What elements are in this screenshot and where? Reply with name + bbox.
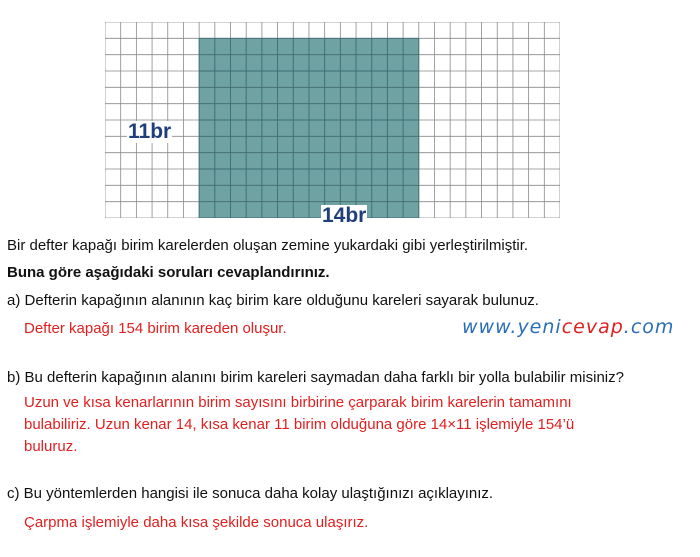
instruction-text: Buna göre aşağıdaki soruları cevaplandırınız. — [7, 264, 330, 281]
question-c: c) Bu yöntemlerden hangisi ile sonuca daha kolay ulaştığınızı açıklayınız. — [7, 485, 494, 502]
question-b: b) Bu defterin kapağının alanını birim kareleri saymadan daha farklı bir yolla bulabilir misiniz? — [7, 369, 624, 386]
site-watermark — [462, 316, 674, 338]
watermark-part1: www.yeni — [462, 316, 562, 338]
answer-c-line: Çarpma işlemiyle daha kısa şekilde sonuca ulaşırız. — [24, 514, 369, 531]
answer-a-line: Defter kapağı 154 birim kareden oluşur. — [24, 320, 287, 337]
answer-b-line-3: buluruz. — [24, 438, 78, 455]
question-a: a) Defterin kapağının alanının kaç birim kare olduğunu kareleri sayarak bulunuz. — [7, 292, 539, 309]
watermark-part2: cevap — [561, 316, 624, 338]
intro-text: Bir defter kapağı birim karelerden oluşan zemine yukardaki gibi yerleştirilmiştir. — [7, 237, 529, 254]
width-label: 14br — [322, 204, 367, 227]
answer-b-line-1: Uzun ve kısa kenarlarının birim sayısını birbirine çarparak birim karelerin tamamını — [24, 394, 572, 411]
watermark-part3: .com — [623, 316, 675, 338]
unit-grid-figure — [105, 22, 560, 218]
height-label: 11br — [128, 120, 172, 143]
answer-b-line-2: bulabiliriz. Uzun kenar 14, kısa kenar 11 birim olduğuna göre 14×11 işlemiyle 154’ü — [24, 416, 575, 433]
